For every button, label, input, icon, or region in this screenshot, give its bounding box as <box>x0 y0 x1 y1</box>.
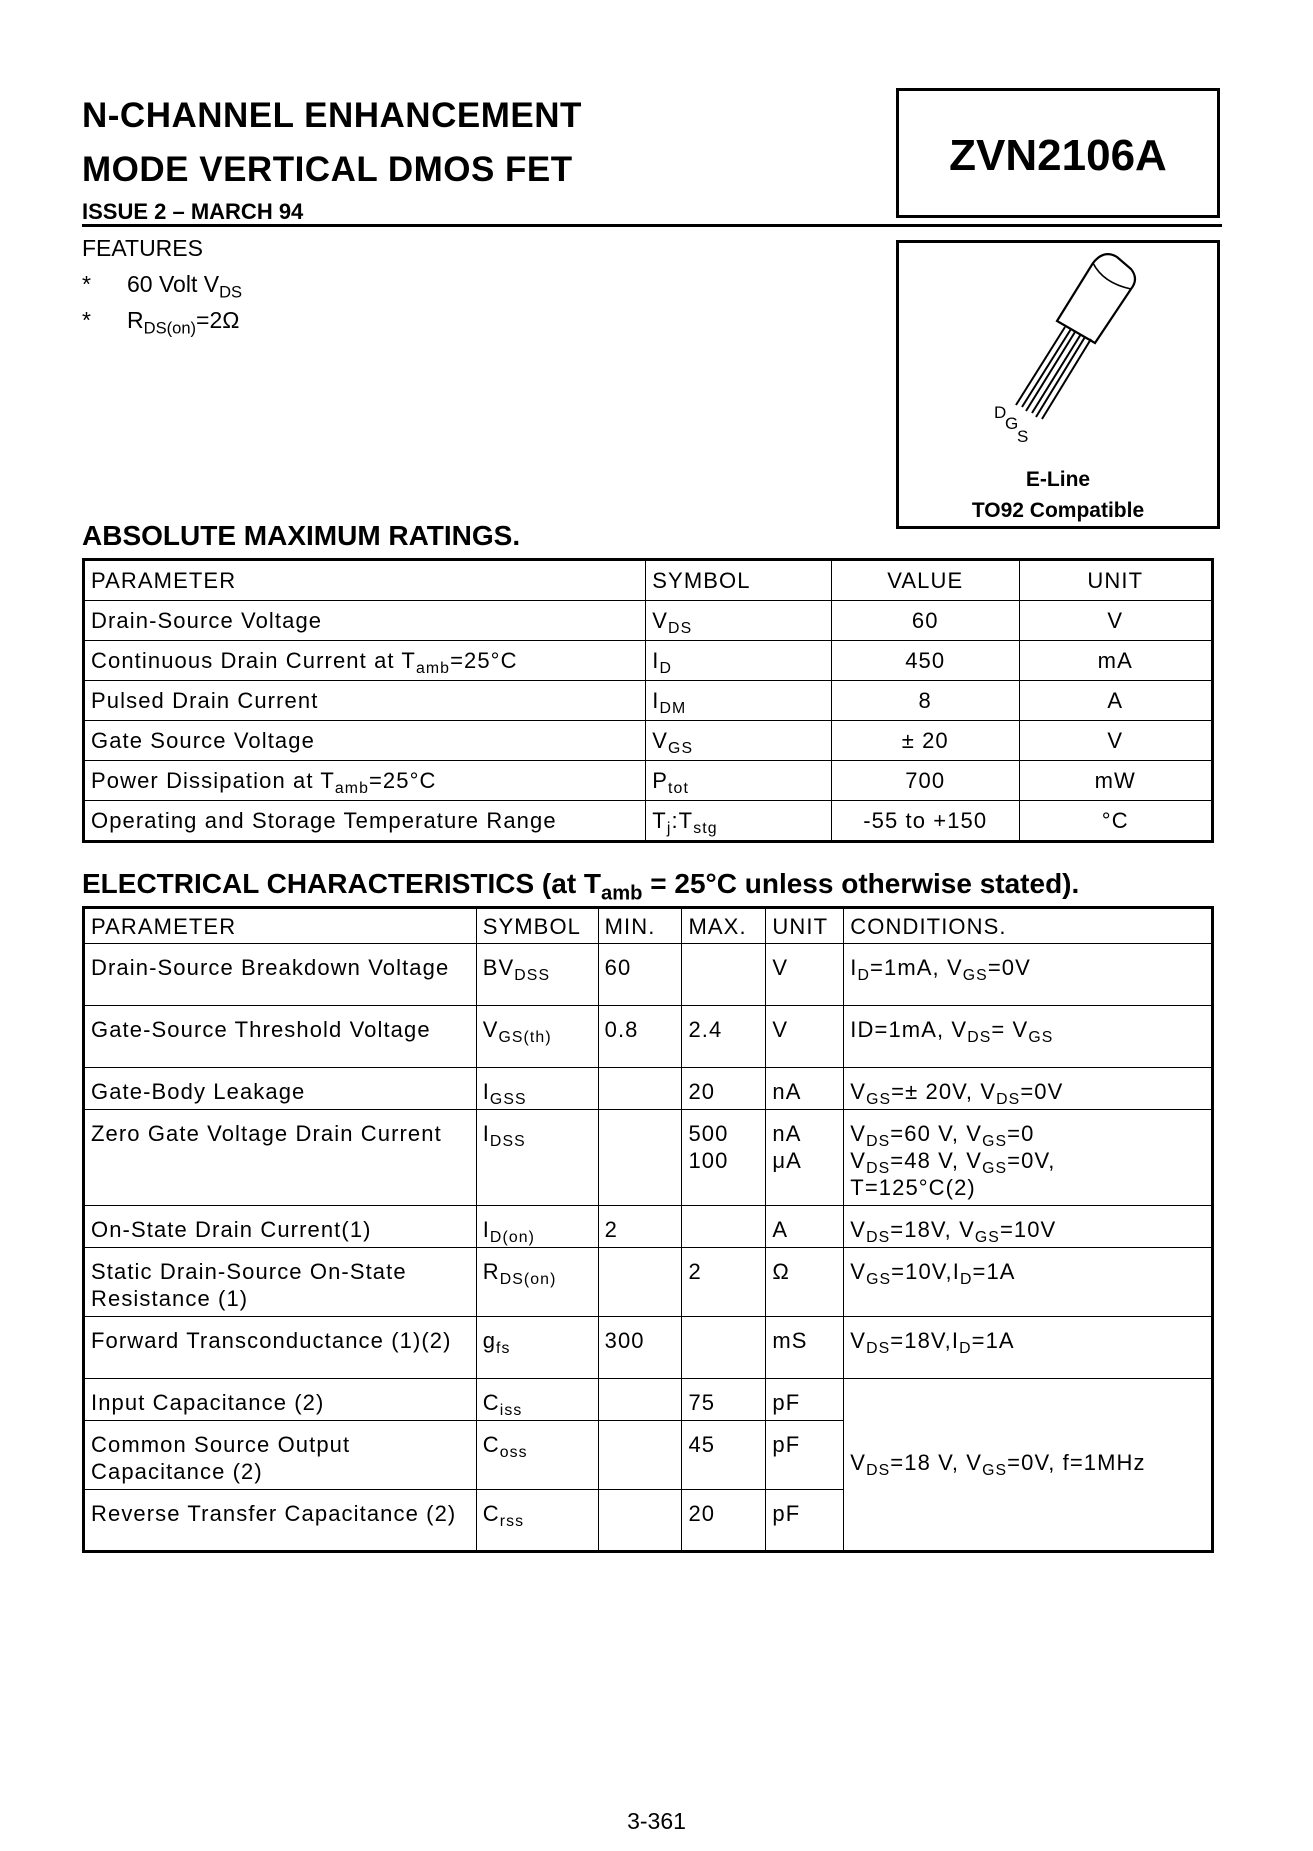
elec-symbol: $I_{D(on)}$ <box>476 1206 598 1248</box>
abs-row <box>84 681 1213 721</box>
elec-conditions: $V_{DS}=18V,I_D=1A$ <box>844 1317 1213 1379</box>
feature-item <box>82 271 243 307</box>
elec-header-row <box>84 908 1213 944</box>
elec-conditions: ID=1mA, $V_{DS}= V_{GS}$ <box>844 1006 1213 1068</box>
abs-header-cell: SYMBOL <box>646 560 832 601</box>
elec-header-cell: UNIT <box>766 908 844 944</box>
abs-param: Gate Source Voltage <box>84 721 646 761</box>
elec-conditions: $I_D=1mA$, $V_{GS}=0V$ <box>844 944 1213 1006</box>
elec-header-cell: MIN. <box>598 908 682 944</box>
package-compat: TO92 Compatible <box>971 499 1145 522</box>
abs-header-cell: VALUE <box>831 560 1019 601</box>
elec-max <box>682 1317 766 1379</box>
pin-label-d: D <box>994 403 1007 422</box>
abs-param: Operating and Storage Temperature Range <box>84 801 646 842</box>
elec-param: Zero Gate Voltage Drain Current <box>84 1110 477 1206</box>
abs-symbol: $P_{tot}$ <box>646 761 832 801</box>
feature-bullet: * <box>82 307 91 333</box>
abs-symbol: $V_{GS}$ <box>646 721 832 761</box>
abs-max-table <box>82 558 1214 843</box>
abs-row <box>84 761 1213 801</box>
pin-label-g: G <box>1005 414 1019 433</box>
elec-symbol: $V_{GS(th)}$ <box>476 1006 598 1068</box>
elec-unit: V <box>766 1006 844 1068</box>
abs-unit: mW <box>1019 761 1213 801</box>
elec-conditions-shared: $V_{DS}=18$ V, $V_{GS}=0V$, f=1MHz <box>844 1379 1213 1552</box>
abs-symbol: $V_{DS}$ <box>646 601 832 641</box>
feature-bullet: * <box>82 271 91 297</box>
abs-unit: V <box>1019 601 1213 641</box>
abs-value: 700 <box>831 761 1019 801</box>
elec-param: Drain-Source Breakdown Voltage <box>84 944 477 1006</box>
elec-header-cell: MAX. <box>682 908 766 944</box>
part-number-box <box>896 88 1220 218</box>
elec-row <box>84 1110 1213 1206</box>
abs-max-title: ABSOLUTE MAXIMUM RATINGS. <box>82 520 521 551</box>
elec-row <box>84 1317 1213 1379</box>
elec-unit: pF <box>766 1379 844 1421</box>
abs-param: Drain-Source Voltage <box>84 601 646 641</box>
title-line-1: N-CHANNEL ENHANCEMENT <box>82 96 582 135</box>
elec-min: 60 <box>598 944 682 1006</box>
part-number: ZVN2106A <box>949 131 1167 180</box>
elec-max: 20 <box>682 1068 766 1110</box>
abs-unit: mA <box>1019 641 1213 681</box>
elec-max: 2.4 <box>682 1006 766 1068</box>
elec-max: 500 100 <box>682 1110 766 1206</box>
elec-unit: Ω <box>766 1248 844 1317</box>
title-line-2: MODE VERTICAL DMOS FET <box>82 150 573 189</box>
abs-value: 60 <box>831 601 1019 641</box>
abs-value: 8 <box>831 681 1019 721</box>
features-heading: FEATURES <box>82 235 203 261</box>
elec-conditions: $V_{DS}=18V$, $V_{GS}=10V$ <box>844 1206 1213 1248</box>
abs-row <box>84 721 1213 761</box>
elec-conditions: $V_{GS}=\pm 20V$, $V_{DS}=0V$ <box>844 1068 1213 1110</box>
elec-row <box>84 1379 1213 1421</box>
elec-min <box>598 1248 682 1317</box>
elec-unit: pF <box>766 1490 844 1552</box>
elec-header-cell: PARAMETER <box>84 908 477 944</box>
elec-max: 75 <box>682 1379 766 1421</box>
abs-param: Power Dissipation at $T_{amb}=25^\circ C$ <box>84 761 646 801</box>
elec-conditions: $V_{GS}=10V,I_D=1A$ <box>844 1248 1213 1317</box>
abs-header-row <box>84 560 1213 601</box>
elec-unit: V <box>766 944 844 1006</box>
elec-conditions: $V_{DS}=60$ V, $V_{GS}=0$ $V_{DS}=48$ V, $V_{GS}=0V$, T=125°C(2) <box>844 1110 1213 1206</box>
elec-max <box>682 1206 766 1248</box>
abs-symbol: $I_{DM}$ <box>646 681 832 721</box>
elec-symbol: $C_{oss}$ <box>476 1421 598 1490</box>
elec-param: Forward Transconductance (1)(2) <box>84 1317 477 1379</box>
elec-symbol: $g_{fs}$ <box>476 1317 598 1379</box>
elec-param: On-State Drain Current(1) <box>84 1206 477 1248</box>
feature-text: 60 Volt $V_{DS}$ <box>127 271 243 302</box>
elec-param: Gate-Body Leakage <box>84 1068 477 1110</box>
header-rule <box>82 224 1222 227</box>
elec-unit: nA μA <box>766 1110 844 1206</box>
elec-row <box>84 1248 1213 1317</box>
abs-unit: A <box>1019 681 1213 721</box>
elec-min: 0.8 <box>598 1006 682 1068</box>
elec-min <box>598 1110 682 1206</box>
issue-date: ISSUE 2 – MARCH 94 <box>82 199 304 224</box>
elec-table <box>82 906 1214 1553</box>
elec-param: Input Capacitance (2) <box>84 1379 477 1421</box>
features-list <box>82 235 243 343</box>
elec-header-cell: CONDITIONS. <box>844 908 1213 944</box>
elec-min: 300 <box>598 1317 682 1379</box>
elec-max: 20 <box>682 1490 766 1552</box>
elec-param: Common Source Output Capacitance (2) <box>84 1421 477 1490</box>
abs-value: -55 to +150 <box>831 801 1019 842</box>
elec-symbol: $C_{iss}$ <box>476 1379 598 1421</box>
abs-row <box>84 641 1213 681</box>
elec-unit: mS <box>766 1317 844 1379</box>
abs-value: ± 20 <box>831 721 1019 761</box>
elec-symbol: $C_{rss}$ <box>476 1490 598 1552</box>
elec-unit: pF <box>766 1421 844 1490</box>
elec-min <box>598 1068 682 1110</box>
abs-header-cell: UNIT <box>1019 560 1213 601</box>
elec-max <box>682 944 766 1006</box>
feature-text: $R_{DS(on)}=2\Omega$ <box>127 307 240 338</box>
elec-min <box>598 1421 682 1490</box>
pin-label-s: S <box>1017 427 1029 446</box>
elec-unit: A <box>766 1206 844 1248</box>
abs-unit: °C <box>1019 801 1213 842</box>
abs-param: Pulsed Drain Current <box>84 681 646 721</box>
abs-value: 450 <box>831 641 1019 681</box>
package-box <box>896 240 1220 529</box>
elec-param: Gate-Source Threshold Voltage <box>84 1006 477 1068</box>
elec-max: 45 <box>682 1421 766 1490</box>
elec-symbol: $BV_{DSS}$ <box>476 944 598 1006</box>
elec-header-cell: SYMBOL <box>476 908 598 944</box>
abs-row <box>84 801 1213 842</box>
elec-param: Static Drain-Source On-State Resistance (1) <box>84 1248 477 1317</box>
feature-item <box>82 307 240 343</box>
elec-min <box>598 1379 682 1421</box>
abs-row <box>84 601 1213 641</box>
elec-title: ELECTRICAL CHARACTERISTICS (at $T_{amb} = 25^\circ C$ unless otherwise stated). <box>82 868 1080 905</box>
abs-param: Continuous Drain Current at $T_{amb}=25^\circ C$ <box>84 641 646 681</box>
elec-min: 2 <box>598 1206 682 1248</box>
elec-symbol: $R_{DS(on)}$ <box>476 1248 598 1317</box>
elec-row <box>84 1068 1213 1110</box>
elec-max: 2 <box>682 1248 766 1317</box>
package-name: E-Line <box>1025 468 1091 491</box>
elec-min <box>598 1490 682 1552</box>
elec-row <box>84 1206 1213 1248</box>
abs-unit: V <box>1019 721 1213 761</box>
elec-symbol: $I_{GSS}$ <box>476 1068 598 1110</box>
abs-symbol: $T_j:T_{stg}$ <box>646 801 832 842</box>
page-number: 3-361 <box>627 1808 686 1834</box>
abs-symbol: $I_D$ <box>646 641 832 681</box>
to92-package-icon <box>899 243 1217 443</box>
elec-param: Reverse Transfer Capacitance (2) <box>84 1490 477 1552</box>
elec-row <box>84 1006 1213 1068</box>
elec-row <box>84 944 1213 1006</box>
elec-unit: nA <box>766 1068 844 1110</box>
elec-symbol: $I_{DSS}$ <box>476 1110 598 1206</box>
abs-header-cell: PARAMETER <box>84 560 646 601</box>
